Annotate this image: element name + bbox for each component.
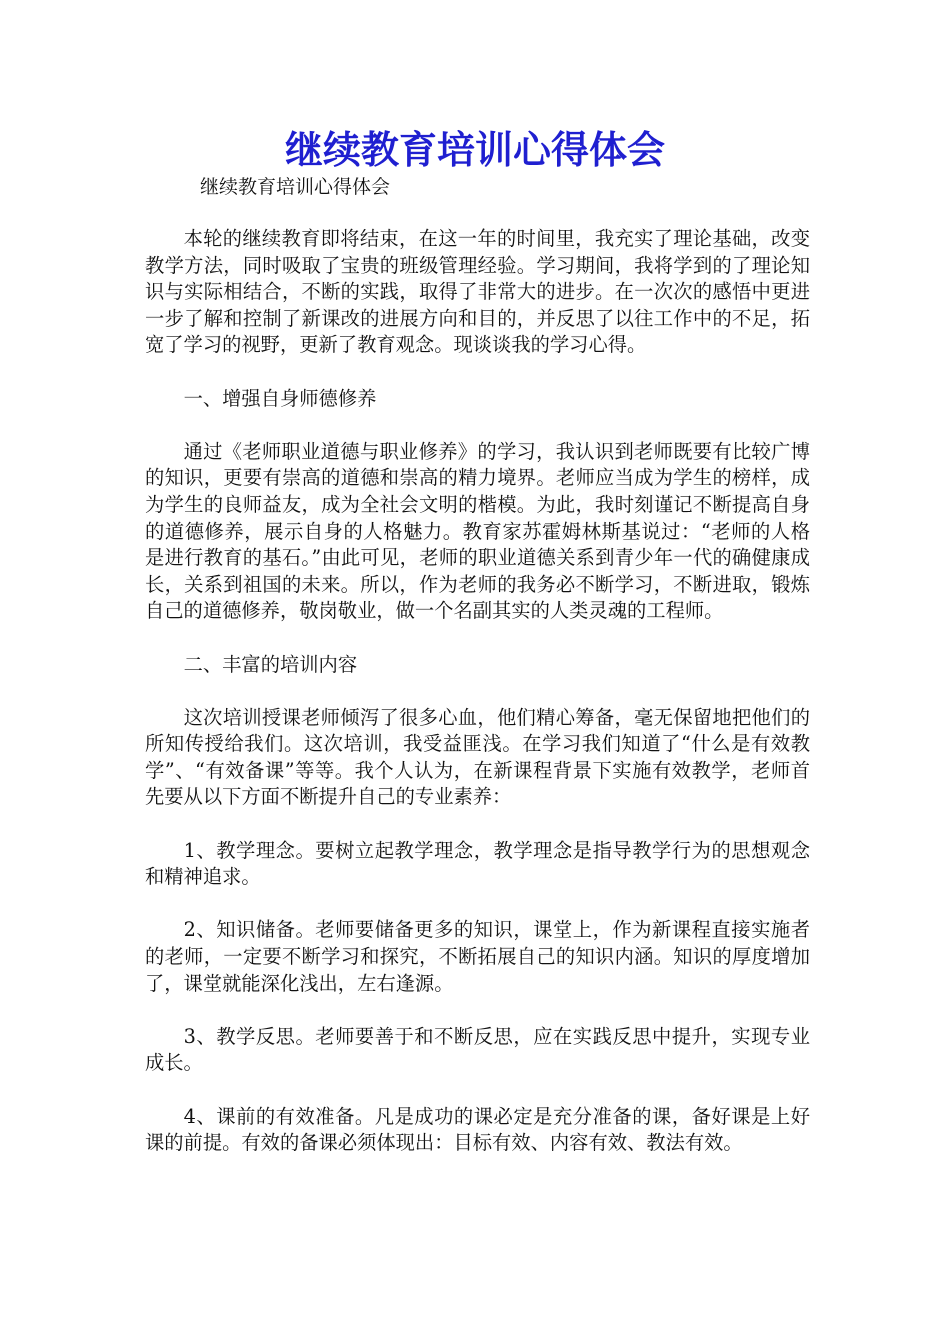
document-body [145, 226, 810, 1183]
body-paragraph: 这次培训授课老师倾泻了很多心血，他们精心筹备，毫无保留地把他们的所知传授给我们。这次培训，我受益匪浅。在学习我们知道了“什么是有效教学”、“有效备课”等等。我个人认为，在新课程背景下实施有效教学，老师首先要从以下方面不断提升自己的专业素养： [145, 705, 810, 809]
document-title: 继续教育培训心得体会 [284, 128, 665, 172]
body-paragraph: 通过《老师职业道德与职业修养》的学习，我认识到老师既要有比较广博的知识，更要有崇高的道德和崇高的精力境界。老师应当成为学生的榜样，成为学生的良师益友，成为全社会文明的楷模。为此，我时刻谨记不断提高自身的道德修养，展示自身的人格魅力。教育家苏霍姆林斯基说过：“老师的人格是进行教育的基石。”由此可见，老师的职业道德关系到青少年一代的确健康成长，关系到祖国的未来。所以，作为老师的我务必不断学习，不断进取，锻炼自己的道德修养，敬岗敬业，做一个名副其实的人类灵魂的工程师。 [145, 439, 810, 623]
list-item: 3、教学反思。老师要善于和不断反思，应在实践反思中提升，实现专业成长。 [145, 1024, 810, 1075]
section-heading-1: 一、增强自身师德修养 [183, 386, 377, 410]
document-subtitle: 继续教育培训心得体会 [200, 176, 391, 198]
list-item: 2、知识储备。老师要储备更多的知识，课堂上，作为新课程直接实施者的老师，一定要不断学习和探究，不断拓展自己的知识内涵。知识的厚度增加了，课堂就能深化浅出，左右逢源。 [145, 918, 810, 995]
section-heading-2: 二、丰富的培训内容 [183, 652, 358, 676]
list-item: 4、课前的有效准备。凡是成功的课必定是充分准备的课，备好课是上好课的前提。有效的备课必须体现出：目标有效、内容有效、教法有效。 [145, 1104, 810, 1155]
intro-paragraph: 本轮的继续教育即将结束，在这一年的时间里，我充实了理论基础，改变教学方法，同时吸取了宝贵的班级管理经验。学习期间，我将学到的了理论知识与实际相结合，不断的实践，取得了非常大的进步。在一次次的感悟中更进一步了解和控制了新课改的进展方向和目的，并反思了以往工作中的不足，拓宽了学习的视野，更新了教育观念。现谈谈我的学习心得。 [145, 227, 810, 357]
list-item: 1、教学理念。要树立起教学理念，教学理念是指导教学行为的思想观念和精神追求。 [145, 838, 810, 889]
